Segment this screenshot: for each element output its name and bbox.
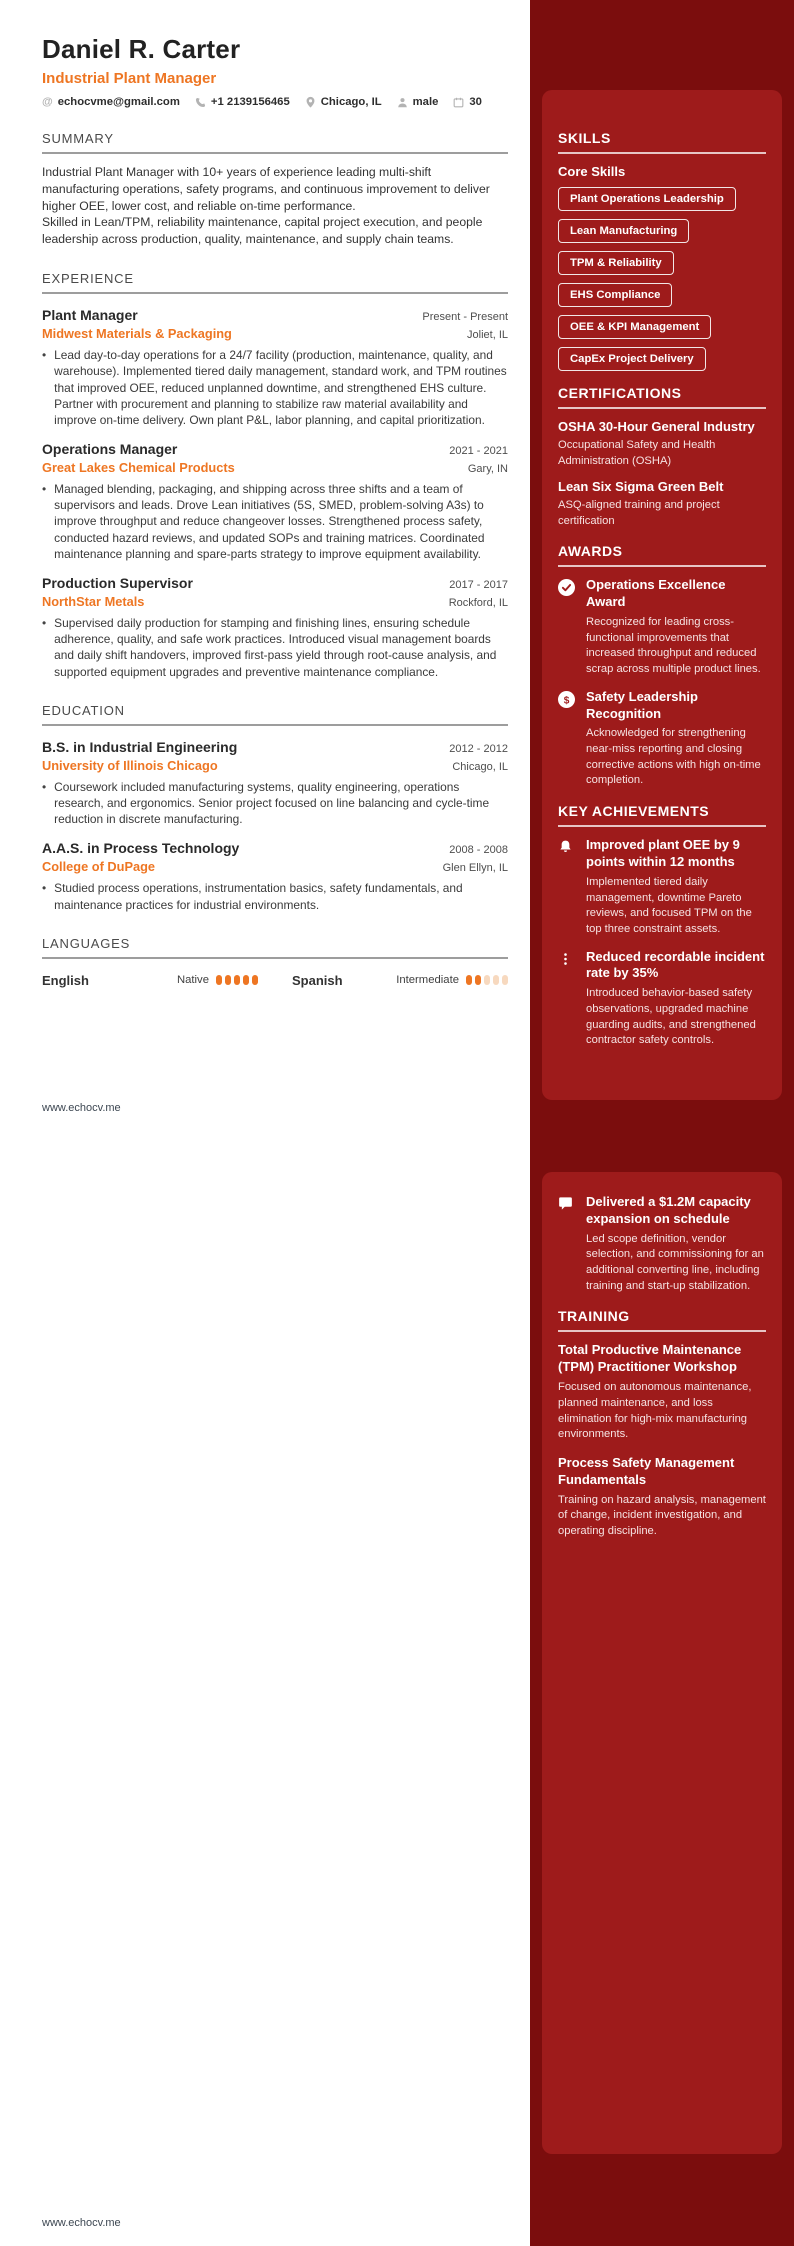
bullet-marker: • — [42, 881, 47, 896]
award-item — [558, 689, 766, 789]
skill-chip: Lean Manufacturing — [558, 219, 689, 243]
language-level-dots — [216, 975, 258, 985]
award-title: Safety Leadership Recognition — [586, 688, 698, 721]
training-heading: TRAINING — [558, 1308, 630, 1325]
job-bullet: • Lead day-to-day operations for a 24/7 facility (production, maintenance, quality, and warehouse). Implemented tiered daily management, standard work, and TPM routines that improved OEE, reduced unplanned downtime, and strengthened EHS culture. Partner with procurement and planning to stabilize raw material availability and improve on-time delivery. Own plant P&L, labor planning, and capital prioritization. — [42, 348, 507, 427]
age-text: 30 — [469, 96, 482, 108]
candidate-name: Daniel R. Carter — [42, 34, 241, 64]
sidebar-divider — [558, 1330, 766, 1332]
certification-subtitle: ASQ-aligned training and project certification — [558, 498, 720, 527]
school-name: College of DuPage — [42, 859, 156, 875]
bullet-marker: • — [42, 779, 47, 794]
location-contact — [305, 96, 382, 108]
degree-dates: 2008 - 2008 — [449, 844, 508, 857]
phone-text: +1 2139156465 — [210, 96, 290, 108]
language-level: Intermediate — [396, 974, 459, 987]
language-level: Native — [176, 974, 209, 987]
degree-title: B.S. in Industrial Engineering — [42, 738, 238, 755]
languages-heading: LANGUAGES — [42, 935, 131, 951]
gender-text: male — [412, 96, 439, 108]
key-achievement-item — [558, 1194, 766, 1294]
skill-chip: EHS Compliance — [558, 283, 672, 307]
training-title: Total Productive Maintenance (TPM) Practitioner Workshop — [558, 1342, 742, 1375]
languages-section — [42, 936, 508, 988]
school-name: University of Illinois Chicago — [42, 757, 218, 773]
summary-paragraph: Skilled in Lean/TPM, reliability maintenance, capital project execution, and people leadership across production, quality, maintenance, and supply chain teams. — [42, 215, 483, 247]
sidebar-divider — [558, 152, 766, 154]
location-pin-icon — [305, 96, 316, 108]
at-icon: @ — [42, 95, 53, 108]
achievement-description: Led scope definition, vendor selection, and commissioning for an additional converting line, including training and start-up stabilization. — [586, 1232, 764, 1292]
skill-chip: OEE & KPI Management — [558, 315, 711, 339]
certification-title: Lean Six Sigma Green Belt — [558, 478, 724, 494]
job-dates: Present - Present — [422, 311, 508, 324]
job-company: Midwest Materials & Packaging — [42, 326, 232, 342]
key-achievements-section — [558, 803, 766, 1049]
school-location: Chicago, IL — [452, 760, 508, 773]
language-item — [292, 973, 508, 988]
awards-heading: AWARDS — [558, 543, 623, 560]
awards-section — [558, 543, 766, 789]
job-title: Operations Manager — [42, 441, 178, 458]
school-location: Glen Ellyn, IL — [442, 862, 508, 875]
bell-icon — [558, 837, 576, 937]
person-icon — [397, 97, 408, 108]
certifications-section — [558, 385, 766, 529]
phone-icon — [195, 97, 206, 108]
language-item — [42, 973, 258, 988]
certifications-heading: CERTIFICATIONS — [558, 385, 682, 401]
education-bullet: • Studied process operations, instrumentation basics, safety fundamentals, and maintenance practices for industrial environments. — [42, 881, 463, 912]
experience-section — [42, 271, 508, 680]
experience-item — [42, 441, 508, 562]
job-title: Plant Manager — [42, 307, 138, 324]
sidebar-divider — [558, 407, 766, 409]
skill-chip: Plant Operations Leadership — [558, 187, 736, 211]
skills-group-label: Core Skills — [558, 164, 626, 179]
email-contact[interactable] — [42, 96, 180, 108]
language-level-dots — [466, 975, 508, 985]
location-text: Chicago, IL — [320, 96, 382, 108]
job-location: Rockford, IL — [448, 597, 508, 610]
training-item — [558, 1342, 766, 1442]
achievement-title: Delivered a $1.2M capacity expansion on schedule — [586, 1194, 751, 1226]
degree-dates: 2012 - 2012 — [449, 742, 508, 755]
language-name: Spanish — [292, 972, 343, 988]
certification-item — [558, 419, 766, 470]
job-title: Production Supervisor — [42, 575, 193, 592]
section-divider — [42, 152, 508, 154]
summary-heading: SUMMARY — [42, 131, 114, 146]
skill-chip: TPM & Reliability — [558, 251, 674, 275]
job-bullet: • Managed blending, packaging, and shipping across three shifts and a team of supervisors and leads. Drove Lean initiatives (5S, SMED, problem-solving A3s) to improve throughput and reduce changeover losses. Strengthened process safety, conducted hazard reviews, and updated SOPs and training matrices. Coordinated maintenance planning and spare-parts strategy to improve equipment availability. — [42, 482, 485, 561]
training-description: Training on hazard analysis, management of change, incident investigation, and operating discipline. — [558, 1493, 766, 1538]
bullet-marker: • — [42, 616, 47, 631]
key-achievements-continued — [558, 1194, 766, 1294]
degree-title: A.A.S. in Process Technology — [42, 840, 240, 857]
sidebar-panel-page1 — [542, 90, 782, 1100]
experience-heading: EXPERIENCE — [42, 271, 134, 287]
award-title: Operations Excellence Award — [586, 577, 726, 610]
job-dates: 2017 - 2017 — [449, 579, 508, 592]
training-description: Focused on autonomous maintenance, planned maintenance, and loss elimination for high-mix manufacturing environments. — [558, 1381, 752, 1441]
education-bullet: • Coursework included manufacturing systems, quality engineering, operations research, and ergonomics. Senior project focused on line balancing and cycle-time reduction in discrete manufacturing. — [42, 779, 490, 827]
sidebar-divider — [558, 825, 766, 827]
skills-heading: SKILLS — [558, 130, 611, 146]
job-company: Great Lakes Chemical Products — [42, 460, 235, 476]
bullet-marker: • — [42, 348, 47, 363]
footer-link[interactable]: www.echocv.me — [42, 1102, 121, 1114]
sidebar-divider — [558, 565, 766, 567]
certification-item — [558, 479, 766, 530]
training-section — [558, 1308, 766, 1539]
achievement-title: Improved plant OEE by 9 points within 12 months — [586, 837, 740, 870]
education-section — [42, 703, 508, 913]
key-achievement-item — [558, 949, 766, 1049]
svg-text:$: $ — [563, 694, 570, 706]
chat-bubble-icon — [558, 1194, 576, 1294]
check-circle-icon — [558, 577, 576, 677]
education-heading: EDUCATION — [42, 702, 125, 718]
bullet-marker: • — [42, 482, 47, 497]
section-divider — [42, 724, 508, 726]
job-location: Gary, IN — [467, 463, 508, 476]
footer-link[interactable]: www.echocv.me — [42, 2217, 121, 2229]
summary-section — [42, 131, 508, 248]
achievement-description: Introduced behavior-based safety observations, upgraded machine guarding audits, and strengthened contractor safety controls. — [586, 987, 756, 1047]
summary-paragraph: Industrial Plant Manager with 10+ years of experience leading multi-shift manufacturing operations, safety programs, and continuous improvement to deliver higher OEE, lower cost, and reliable on-time performance. — [42, 165, 490, 213]
certification-subtitle: Occupational Safety and Health Administration (OSHA) — [558, 439, 716, 467]
achievement-title: Reduced recordable incident rate by 35% — [586, 948, 765, 981]
key-achievements-heading: KEY ACHIEVEMENTS — [558, 803, 710, 820]
job-dates: 2021 - 2021 — [449, 445, 508, 458]
section-divider — [42, 292, 508, 294]
dots-vertical-icon — [558, 949, 576, 1049]
calendar-icon — [453, 97, 464, 108]
skill-chip: CapEx Project Delivery — [558, 347, 706, 371]
job-location: Joliet, IL — [467, 329, 508, 342]
phone-contact[interactable] — [195, 96, 290, 108]
language-name: English — [42, 972, 89, 988]
training-title: Process Safety Management Fundamentals — [558, 1454, 735, 1487]
gender-contact — [397, 96, 439, 108]
experience-item — [42, 307, 508, 428]
education-item — [42, 739, 508, 828]
email-text: echocvme@gmail.com — [57, 96, 180, 108]
sidebar-panel-page2 — [542, 1172, 782, 2154]
job-company: NorthStar Metals — [42, 594, 145, 610]
languages-row — [42, 973, 508, 988]
dollar-circle-icon — [558, 689, 576, 789]
award-description: Recognized for leading cross-functional improvements that increased throughput and reduced scrap across multiple product lines. — [586, 615, 761, 675]
candidate-job-title: Industrial Plant Manager — [42, 70, 217, 87]
key-achievement-item — [558, 837, 766, 937]
achievement-description: Implemented tiered daily management, downtime Pareto reviews, and focused TPM on the top three constraint assets. — [586, 875, 752, 935]
award-item — [558, 577, 766, 677]
experience-item — [42, 575, 508, 680]
skills-section — [558, 130, 766, 371]
age-contact — [453, 96, 482, 108]
education-item — [42, 840, 508, 912]
job-bullet: • Supervised daily production for stamping and finishing lines, ensuring schedule adherence, quality, and safe work practices. Introduced visual management boards and daily shift handovers, improved first-pass yield through root-cause analysis, and supported equipment upgrades and preventive maintenance compliance. — [42, 616, 497, 679]
contact-row — [42, 96, 508, 108]
training-item — [558, 1455, 766, 1540]
certification-title: OSHA 30-Hour General Industry — [558, 419, 755, 434]
main-column — [42, 34, 508, 988]
section-divider — [42, 957, 508, 959]
award-description: Acknowledged for strengthening near-miss reporting and closing corrective actions with high on-time completion. — [586, 727, 761, 787]
